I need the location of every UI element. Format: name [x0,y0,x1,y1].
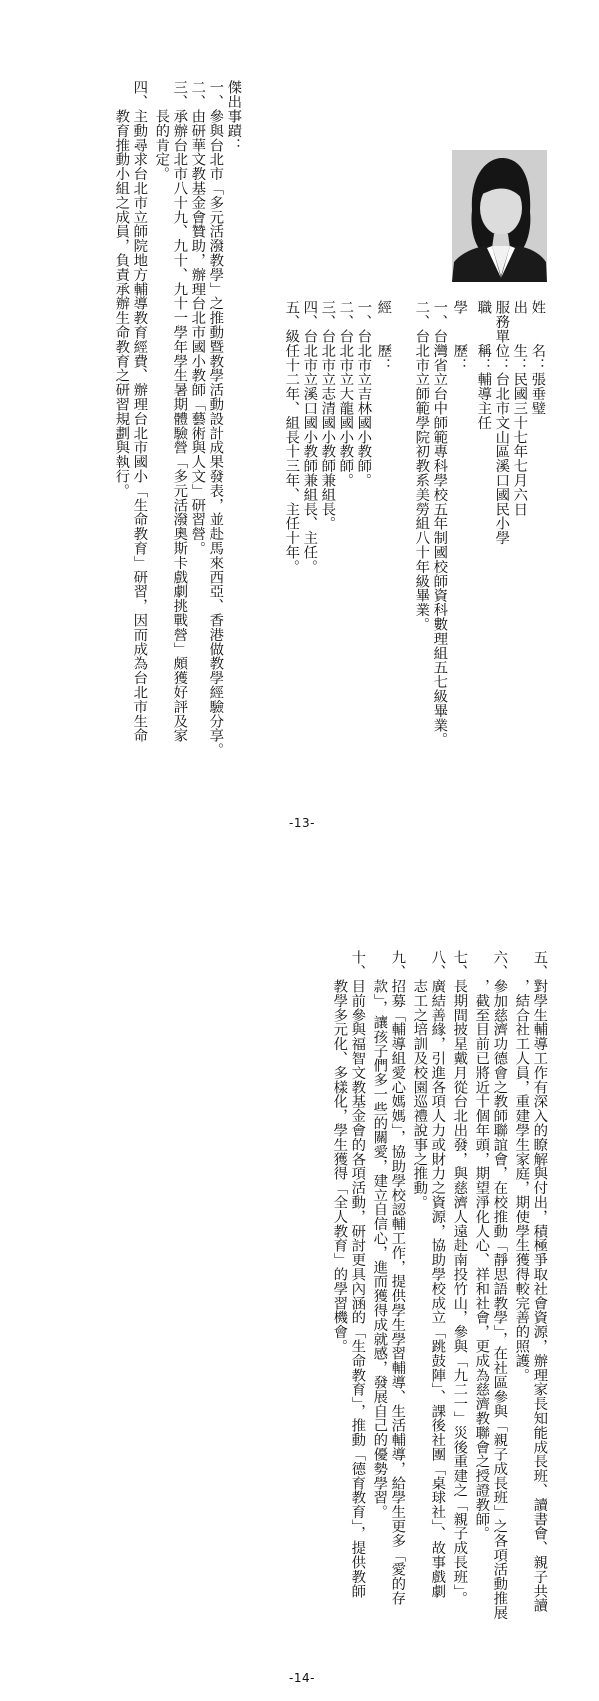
achievement-item-4-line-2: 教育推動小組之成員，負責承辦生命教育之研習規劃與執行。 [113,80,130,498]
page-13 [0,0,599,840]
profile-name: 姓 名：張垂璧 [529,300,546,416]
achievement-item-9-line-2: 款」，讓孩子們多一些的關愛，建立自信心，進而獲得成就感，發展自己的優勢學習。 [371,950,388,1519]
achievement-item-5-line-2: ，結合社工人員，重建學生家庭，期使學生獲得較完善的照護。 [513,950,530,1382]
achievements-heading: 傑出事蹟： [225,80,242,152]
achievement-item-8-line-2: 志工之培訓及校園巡禮說事之推動。 [411,950,428,1210]
experience-item-4: 四、台北市立溪口國小教師兼組長、主任。 [301,300,318,574]
experience-item-2: 二、台北市立大龍國小教師。 [337,300,354,488]
achievement-item-5-line-1: 五、對學生輔導工作有深入的瞭解與付出，積極爭取社會資源，辦理家長知能成長班、讀書會、親子共讀 [531,950,548,1613]
achievement-item-1: 一、參與台北市「多元活潑教學」之推動暨教學活動設計成果發表，並赴馬來西亞、香港做教學經驗分享。 [207,80,224,757]
experience-label: 經 歷： [375,300,392,372]
education-label: 學 歷： [451,300,468,372]
page-number: -13- [289,816,315,830]
profile-birth: 出 生：民國三十七年七月六日 [511,300,528,516]
page-number: -14- [289,1671,315,1685]
page-14 [0,840,599,1701]
experience-item-5: 五、級任十二年、組長十三年、主任十年。 [283,300,300,574]
achievement-item-6-line-1: 六、參加慈濟功德會之教師聯誼會，在校推動「靜思語教學」，在社區參與「親子成長班」之各項活動推展 [491,950,508,1620]
education-item-2: 二、台北市立師範學院初教系美勞組八十年級畢業。 [413,300,430,632]
achievement-item-6-line-2: ，截至目前已將近十個年頭，期望淨化人心、祥和社會，更成為慈濟教聯會之授證教師。 [473,950,490,1541]
achievement-item-10-line-2: 教學多元化、多樣化，學生獲得「全人教育」的學習機會。 [331,950,348,1354]
achievement-item-2: 二、由研華文教基金會贊助，辦理台北市國小教師「藝術與人文」研習營。 [189,80,206,556]
achievement-item-3-line-2: 長的肯定。 [153,80,170,181]
achievement-item-4-line-1: 四、主動尋求台北市立師院地方輔導教育經費、辦理台北市國小「生命教育」研習，因而成為台北市生命 [131,80,148,743]
achievement-item-8-line-1: 八、廣結善緣，引進各項人力或財力之資源，協助學校成立「跳鼓陣」、課後社團「桌球社」、故事戲劇 [429,950,446,1598]
profile-title: 職 稱：輔導主任 [475,300,492,430]
achievement-item-7: 七、長期間披星戴月從台北出發，與慈濟人遠赴南投竹山，參與「九二一」災後重建之「親子成長班」。 [451,950,468,1606]
education-item-1: 一、台灣省立台中師範專科學校五年制國校師資科數理組五七級畢業。 [431,300,448,747]
portrait-photo [452,150,547,282]
achievement-item-9-line-1: 九、招募「輔導組愛心媽媽」，協助學校認輔工作，提供學生學習輔導、生活輔導，給學生更多「愛的存 [389,950,406,1606]
experience-item-1: 一、台北市立吉林國小教師。 [355,300,372,488]
profile-unit: 服務單位：台北市文山區溪口國民小學 [493,300,510,545]
experience-item-3: 三、台北市立志清國小教師兼組長。 [319,300,336,531]
achievement-item-10-line-1: 十、目前參與福智文教基金會的各項活動，研討更具內涵的「生命教育」，推動「德育教育」，提供教師 [349,950,366,1598]
achievement-item-3-line-1: 三、承辦台北市八十九、九十、九十一學年學生暑期體驗營「多元活潑奧斯卡戲劇挑戰營」頗獲好評及家 [171,80,188,743]
